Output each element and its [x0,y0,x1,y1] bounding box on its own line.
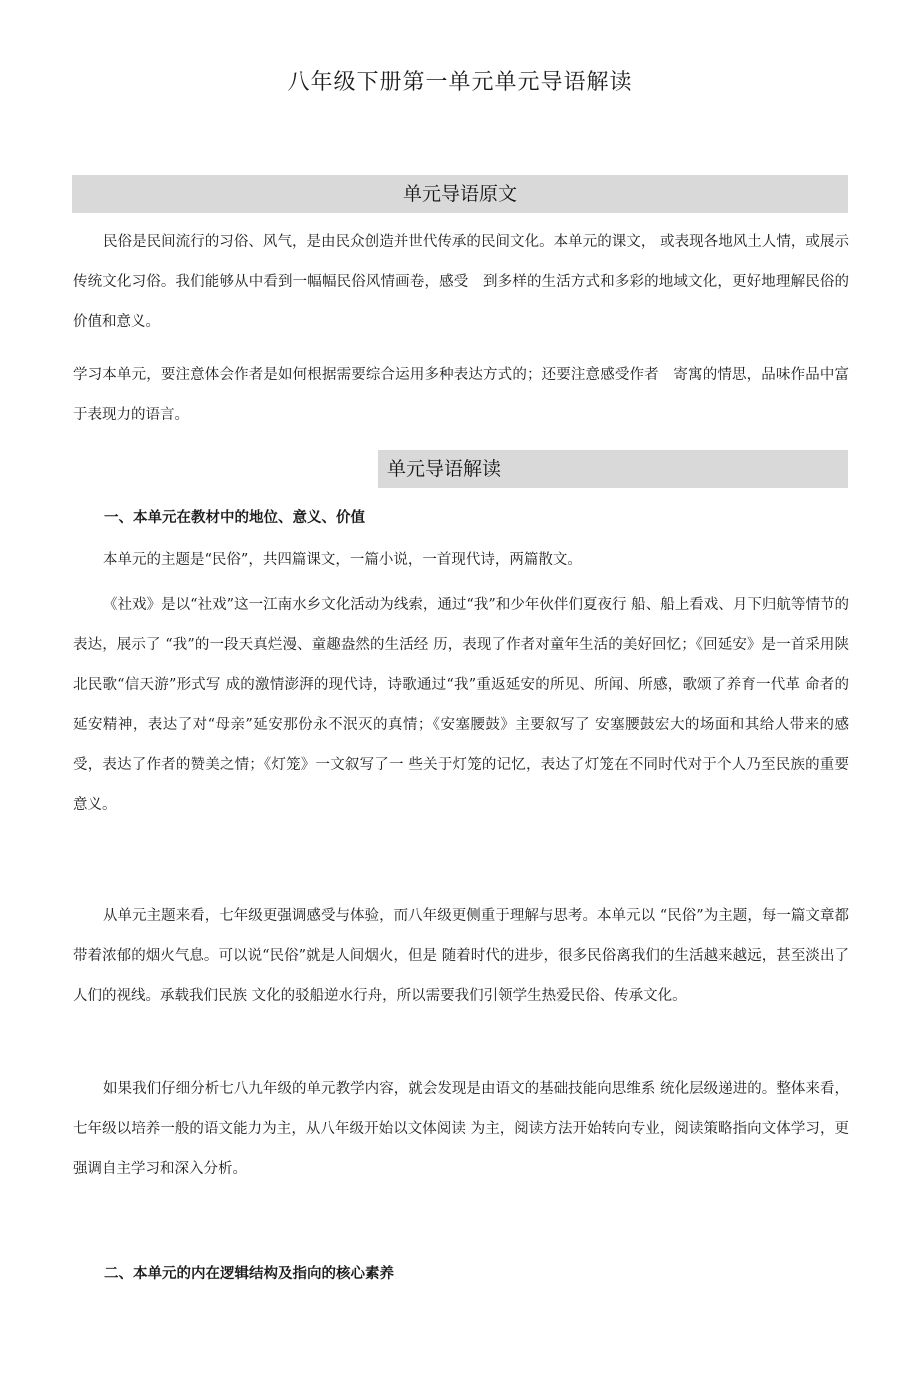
original-paragraph-1: 民俗是民间流行的习俗、风气，是由民众创造并世代传承的民间文化。本单元的课文， 或表现各地风土人情，或展示传统文化习俗。我们能够从中看到一幅幅民俗风情画卷，感受 到多样的生活方式和多彩的地域文化，更好地理解民俗的价值和意义。 [73,234,849,330]
interpretation-paragraph-2: 《社戏》是以“社戏”这一江南水乡文化活动为线索，通过“我”和少年伙伴们夏夜行 船、船上看戏、月下归航等情节的表达，展示了 “我”的一段天真烂漫、童趣盎然的生活经 历，表现了作者对童年生活的美好回忆；《回延安》是一首采用陕北民歌“信天游”形式写 成的激情澎湃的现代诗，诗歌通过“我”重返延安的所见、所闻、所感，歌颂了养育一代革 命者的延安精神，表达了对“母亲”延安那份永不泯灭的真情；《安塞腰鼓》主要叙写了 安塞腰鼓宏大的场面和其给人带来的感受，表达了作者的赞美之情；《灯笼》一文叙写了一 些关于灯笼的记忆，表达了灯笼在不同时代对于个人乃至民族的重要意义。 [73,597,849,813]
section-heading-interpretation [378,450,848,488]
interpretation-paragraph-1: 本单元的主题是“民俗”，共四篇课文，一篇小说，一首现代诗，两篇散文。 [103,552,582,568]
section-heading-interpretation-label: 单元导语解读 [386,458,501,480]
document-title: 八年级下册第一单元单元导语解读 [287,70,633,95]
subsection-heading-1: 一、本单元在教材中的地位、意义、价值 [104,510,365,526]
section-heading-original: 单元导语原文 [72,175,848,213]
original-paragraph-2: 学习本单元，要注意体会作者是如何根据需要综合运用多种表达方式的；还要注意感受作者 寄寓的情思，品味作品中富于表现力的语言。 [73,367,849,423]
subsection-heading-2: 二、本单元的内在逻辑结构及指向的核心素养 [104,1266,394,1282]
interpretation-paragraph-4: 如果我们仔细分析七八九年级的单元教学内容，就会发现是由语文的基础技能向思维系 统化层级递进的。整体来看，七年级以培养一般的语文能力为主，从八年级开始以文体阅读 为主，阅读方法开始转向专业，阅读策略指向文体学习，更强调自主学习和深入分析。 [73,1081,849,1177]
interpretation-paragraph-3: 从单元主题来看，七年级更强调感受与体验，而八年级更侧重于理解与思考。本单元以 “民俗”为主题，每一篇文章都带着浓郁的烟火气息。可以说“民俗”就是人间烟火，但是 随着时代的进步，很多民俗离我们的生活越来越远，甚至淡出了人们的视线。承载我们民族 文化的驳船逆水行舟，所以需要我们引领学生热爱民俗、传承文化。 [73,908,849,1004]
